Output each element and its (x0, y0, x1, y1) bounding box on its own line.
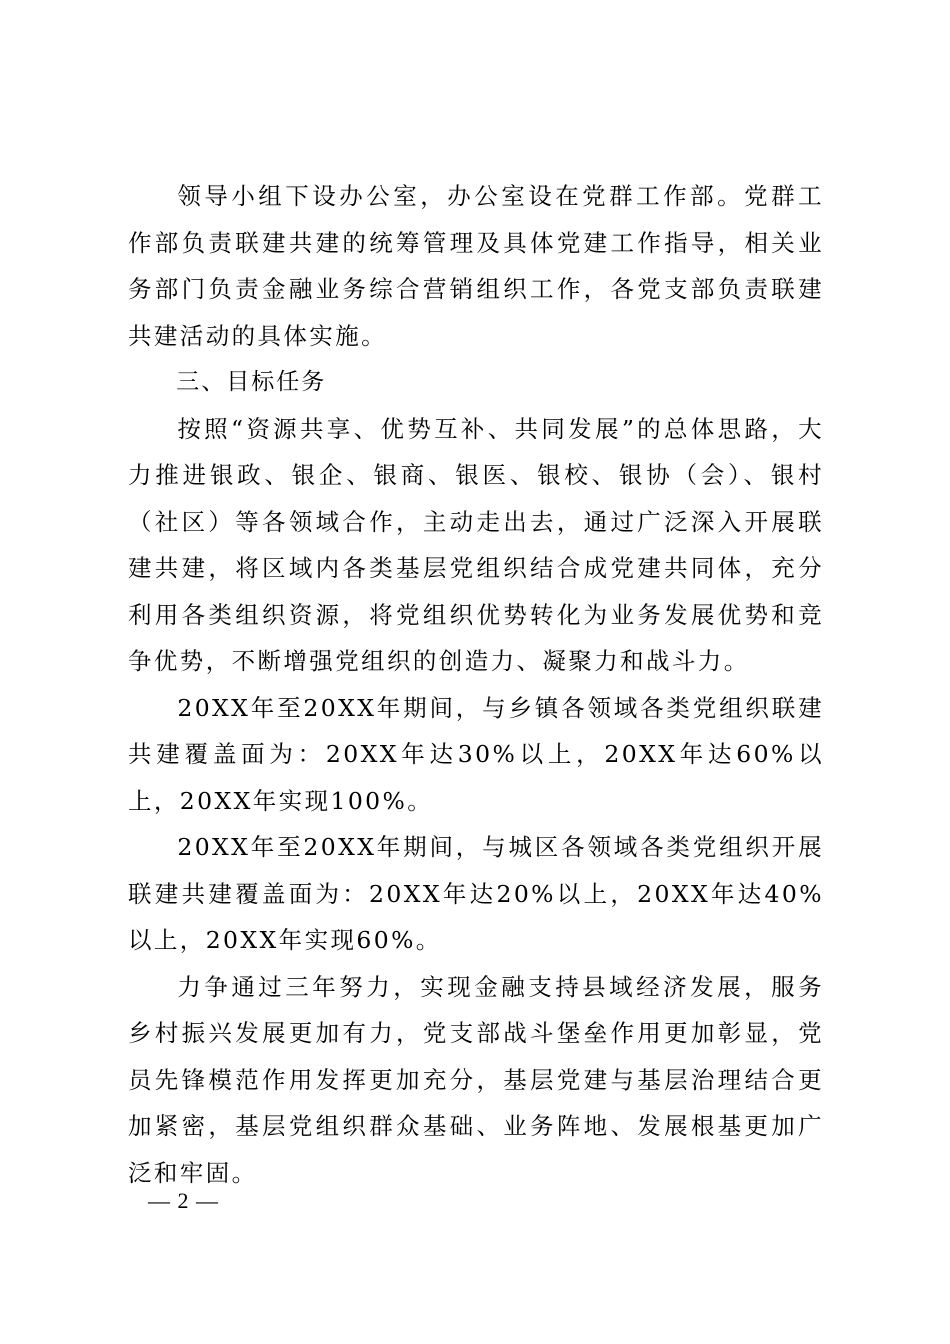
paragraph-office-setup: 领导小组下设办公室，办公室设在党群工作部。党群工作部负责联建共建的统筹管理及具体党建工作指导，相关业务部门负责金融业务综合营销组织工作，各党支部负责联建共建活动的具体实施。 (128, 182, 824, 350)
document-body (128, 173, 824, 1196)
page-number: — 2 — (148, 1188, 219, 1213)
paragraph-township-coverage: 20XX年至20XX年期间，与乡镇各领域各类党组织联建共建覆盖面为：20XX年达30%以上，20XX年达60%以上，20XX年实现100%。 (128, 693, 824, 815)
paragraph-urban-coverage: 20XX年至20XX年期间，与城区各领域各类党组织开展联建共建覆盖面为：20XX年达20%以上，20XX年达40%以上，20XX年实现60%。 (128, 833, 824, 954)
section-heading-goals: 三、目标任务 (176, 369, 327, 395)
paragraph-three-year-goal: 力争通过三年努力，实现金融支持县域经济发展，服务乡村振兴发展更加有力，党支部战斗堡垒作用更加彰显，党员先锋模范作用发挥更加充分，基层党建与基层治理结合更加紧密，基层党组织群众基础、业务阵地、发展根基更加广泛和牢固。 (128, 972, 824, 1187)
paragraph-overall-approach: 按照“资源共享、优势互补、共同发展”的总体思路，大力推进银政、银企、银商、银医、银校、银协（会）、银村（社区）等各领域合作，主动走出去，通过广泛深入开展联建共建，将区域内各类基层党组织结合成党建共同体，充分利用各类组织资源，将党组织优势转化为业务发展优势和竞争优势，不断增强党组织的创造力、凝聚力和战斗力。 (128, 414, 824, 675)
